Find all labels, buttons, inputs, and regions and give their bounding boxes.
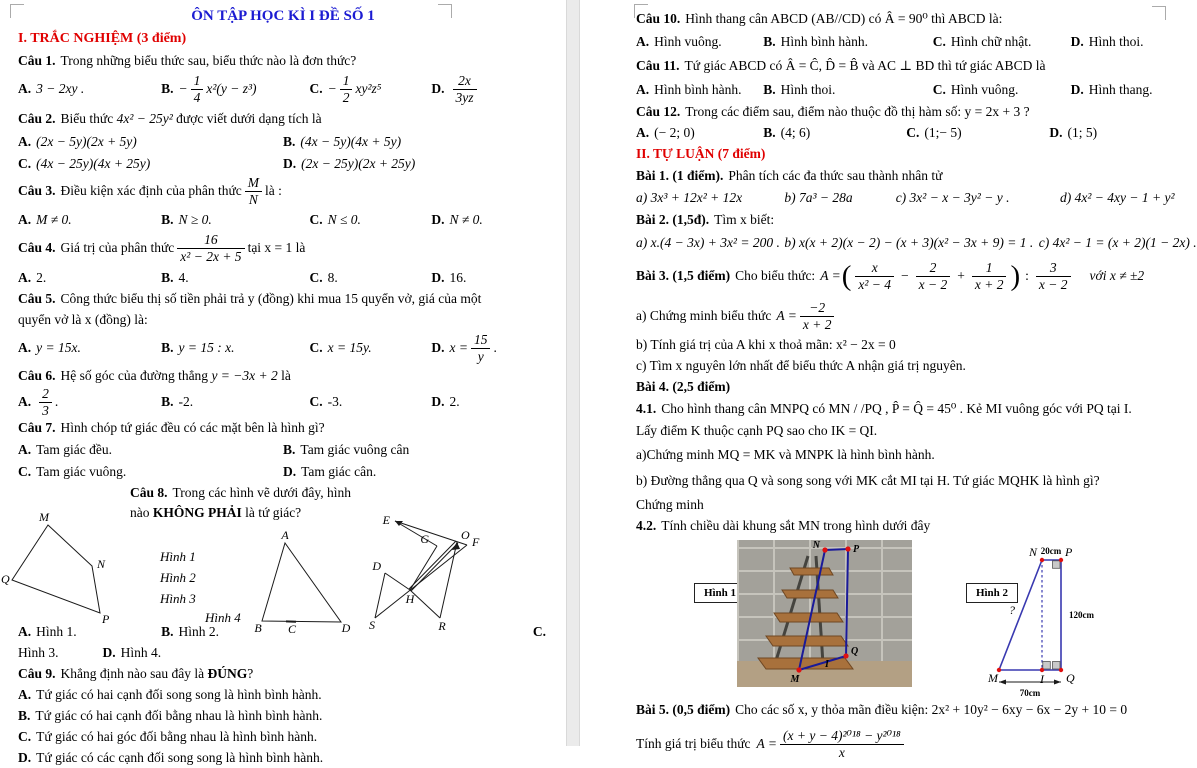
b1-item-b: b) 7a³ − 28a — [784, 187, 895, 208]
q8-figures-svg — [0, 513, 566, 635]
q12-stem: Câu 12. Trong các điểm sau, điểm nào thuộc đồ thị hàm số: y = 2x + 3 ? — [636, 101, 1166, 122]
q10-options — [636, 29, 1166, 54]
option-a: A. (2x − 5y)(2x + 5y) — [18, 131, 283, 152]
option-b — [161, 73, 309, 105]
fraction: $\frac{16}{\text{x² − 2x + 5}}$ — [177, 232, 244, 264]
vertex-label: C — [288, 622, 297, 636]
shelf-2 — [782, 590, 838, 598]
vertex-label: E — [382, 513, 391, 527]
dimension-label-20cm: 20cm — [1041, 546, 1062, 556]
figure-label-hinh4: Hình 4 — [205, 610, 241, 626]
b3-part-c: c) Tìm x nguyên lớn nhất để biểu thức A nhận giá trị nguyên. — [636, 355, 1166, 376]
vertex-label: S — [369, 618, 375, 632]
option-d: D. Tam giác cân. — [283, 461, 548, 482]
b3-condition: với x ≠ ±2 — [1090, 268, 1145, 284]
q4-options — [18, 266, 548, 288]
b1-item-d: d) 4x² − 4xy − 1 + y² — [1060, 187, 1166, 208]
b2-item-c: c) 4x² − 1 = (x + 2)(1 − 2x) . — [1039, 232, 1166, 253]
q7-options-row2 — [18, 460, 548, 482]
fraction: $\frac{2x}{3yz}$ — [453, 73, 477, 105]
q8-stem-line2: nào KHÔNG PHẢI là tứ giác? — [130, 503, 301, 523]
q3-stem: Câu 3. Điều kiện xác định của phân thức $\frac{M}{N}$ là : — [18, 174, 548, 208]
page-title: ÔN TẬP HỌC KÌ I ĐỀ SỐ 1 — [18, 5, 548, 28]
quadrilateral-mnpq — [12, 525, 100, 613]
vertex-dot-q — [843, 653, 848, 658]
option-a: A. (− 2; 0) — [636, 122, 763, 143]
option-b: B. Hình thoi. — [763, 79, 933, 100]
q2-label: Câu 2. — [18, 111, 56, 126]
option-a: A. y = 15x. — [18, 340, 161, 356]
figure-box-label-hinh1: Hình 1 — [694, 583, 746, 603]
q8-stem-line1: Câu 8. Trong các hình vẽ dưới đây, hình — [130, 482, 548, 503]
vertex-label: G — [420, 532, 429, 546]
right-angle-mark-q — [1053, 662, 1061, 670]
option-a: A. $\frac{2}{3}$ . — [18, 386, 161, 418]
b41-part-b-line1: b) Đường thẳng qua Q và song song với MK cắt MI tại H. Tứ giác MQHK là hình gì? — [636, 468, 1166, 494]
option-a: A. Hình 1. — [18, 621, 161, 642]
vertex-dot-q — [1059, 668, 1063, 672]
line-h-r — [410, 590, 440, 618]
ladder-shelf-photo — [737, 540, 912, 687]
q9-bold-text: ĐÚNG — [207, 666, 247, 681]
fraction: $\frac{-2}{x + 2}$ — [800, 300, 835, 332]
q9-option-b: B. Tứ giác có hai cạnh đối bằng nhau là hình bình hành. — [18, 705, 548, 726]
fraction: $\frac{2}{x - 2}$ — [916, 260, 951, 292]
dimension-label-120cm: 120cm — [1069, 610, 1094, 620]
b1-stem: Bài 1. (1 điểm). Phân tích các đa thức sau thành nhân tử — [636, 165, 1166, 186]
vertex-label: M — [987, 671, 999, 685]
q2-math: 4x² − 25y² — [117, 111, 173, 126]
option-a: A. Hình bình hành. — [636, 79, 763, 100]
minus-operator: − — [901, 268, 909, 284]
option-text: x²(y − z³) — [206, 81, 256, 97]
b41-part-b-line2: Chứng minh — [636, 494, 1166, 515]
option-c: C. x = 15y. — [309, 340, 431, 356]
page-2-content — [580, 0, 1186, 746]
minus-sign: − — [328, 81, 337, 97]
minus-sign: − — [178, 81, 187, 97]
option-a: A. 2. — [18, 267, 161, 288]
vertex-dot-p — [845, 546, 850, 551]
vertex-dot-m — [796, 667, 801, 672]
dimension-label-70cm: 70cm — [1020, 688, 1041, 698]
dim-arrow-right — [1054, 680, 1061, 685]
q5-options — [18, 331, 548, 365]
b4-heading: Bài 4. (2,5 điểm) — [636, 376, 1166, 397]
option-c: C. (4x − 25y)(4x + 25y) — [18, 153, 283, 174]
photo-vertex-label: P — [853, 544, 860, 555]
option-c: C. (1;− 5) — [906, 122, 1049, 143]
option-letter: B. — [161, 81, 173, 97]
option-a: A. Hình vuông. — [636, 31, 763, 52]
unknown-length-label: ? — [1009, 603, 1015, 617]
q4-stem: Câu 4. Giá trị của phân thức $\frac{16}{\text{x² − 2x + 5}}$ tại x = 1 là — [18, 230, 548, 266]
line-e-g — [395, 521, 437, 546]
q8-bold-text: KHÔNG PHẢI — [153, 505, 242, 520]
divide-operator: : — [1025, 268, 1029, 284]
figure-label-hinh1: Hình 1 — [160, 549, 196, 565]
q11-options — [636, 77, 1166, 101]
vertex-label: H — [405, 592, 416, 606]
b42-stem: 4.2. Tính chiều dài khung sắt MN trong hình dưới đây — [636, 515, 1166, 536]
option-c-text: Hình 3. — [18, 645, 59, 660]
trapezoid-diagram-hinh2 — [985, 542, 1100, 702]
option-c: C. Hình vuông. — [933, 79, 1071, 100]
vertex-label: D — [371, 559, 381, 573]
b3-stem: Bài 3. (1,5 điểm) Cho biểu thức: A = ( $\frac{x}{\text{x² − 4}}$ − $\frac{2}{x - 2}$ + $\frac{1}{x + 2}$ ) : $\frac{3}{x - 2}$ với x ≠ ±2 — [636, 254, 1166, 298]
option-b: B. (4; 6) — [763, 122, 906, 143]
section-2-heading: II. TỰ LUẬN (7 điểm) — [636, 143, 1166, 165]
vertex-label: M — [38, 510, 50, 524]
vertex-label: R — [437, 619, 446, 633]
figure-box-label-hinh2: Hình 2 — [966, 583, 1018, 603]
b1-item-c: c) 3x² − x − 3y² − y . — [896, 187, 1060, 208]
option-a: A. Tam giác đều. — [18, 439, 283, 460]
vertex-label: B — [254, 621, 262, 635]
vertex-dot-p — [1059, 558, 1063, 562]
vertex-dot-n — [1040, 558, 1044, 562]
vertex-dot-n — [822, 547, 827, 552]
page-divider — [566, 0, 580, 746]
option-b: B. N ≥ 0. — [161, 209, 309, 230]
fraction: $\frac{3}{x - 2}$ — [1036, 260, 1071, 292]
a-equals: A = — [757, 736, 778, 752]
vertex-label: N — [96, 557, 106, 571]
option-text: 3 − 2xy . — [36, 81, 84, 97]
photo-vertex-label: I — [824, 659, 830, 670]
q9-option-d: D. Tứ giác có các cạnh đối song song là hình bình hành. — [18, 747, 548, 768]
b3-part-b: b) Tính giá trị của A khi x thoả mãn: x² − 2x = 0 — [636, 334, 1166, 355]
option-letter: D. — [431, 81, 444, 97]
page-1-content — [0, 0, 566, 746]
line-d-h — [385, 573, 410, 590]
vertex-label: I — [1039, 672, 1045, 686]
q10-stem: Câu 10. Hình thang cân ABCD (AB//CD) có Â = 90⁰ thì ABCD là: — [636, 8, 1166, 29]
option-c: C. 8. — [309, 267, 431, 288]
q11-stem: Câu 11. Tứ giác ABCD có Â = Ĉ, D̂ = B̂ và AC ⊥ BD thì tứ giác ABCD là — [636, 54, 1166, 77]
option-b: B. (4x − 5y)(4x + 5y) — [283, 131, 548, 152]
b2-stem: Bài 2. (1,5đ). Tìm x biết: — [636, 209, 1166, 230]
option-d: D. x = $\frac{15}{y}$ . — [431, 332, 548, 364]
option-b: B. Hình bình hành. — [763, 31, 933, 52]
fraction: $\frac{15}{y}$ — [471, 332, 491, 364]
fraction: $\frac{M}{N}$ — [245, 175, 262, 207]
option-letter: A. — [18, 81, 31, 97]
b1-items — [636, 186, 1166, 209]
fraction: $\frac{2}{3}$ — [39, 386, 52, 418]
option-d: D. Hình thoi. — [1071, 31, 1166, 52]
option-c: C. Hình chữ nhật. — [933, 31, 1071, 52]
b3-part-a: a) Chứng minh biểu thức A = $\frac{-2}{x + 2}$ — [636, 298, 1166, 334]
vertex-label: P — [1064, 545, 1073, 559]
q7-stem: Câu 7. Hình chóp tứ giác đều có các mặt bên là hình gì? — [18, 417, 548, 438]
q2-text: Biểu thức — [61, 111, 114, 126]
option-letter: C. — [309, 81, 322, 97]
vertex-label: F — [471, 535, 480, 549]
q9-option-c: C. Tứ giác có hai góc đối bằng nhau là hình bình hành. — [18, 726, 548, 747]
q5-stem-line2: quyển vở là x (đồng) là: — [18, 309, 548, 331]
option-b: B. y = 15 : x. — [161, 340, 309, 356]
fraction: $\frac{1}{4}$ — [191, 73, 204, 105]
dim-arrow-left — [999, 680, 1006, 685]
option-c: C. -3. — [309, 394, 431, 410]
option-b: B. -2. — [161, 394, 309, 410]
b41-part-a: a)Chứng minh MQ = MK và MNPK là hình bình hành. — [636, 442, 1166, 468]
fraction: $\frac{\text{(x + y − 4)²⁰¹⁸ − y²⁰¹⁸}}{x}$ — [780, 728, 904, 760]
q1-label: Câu 1. — [18, 53, 56, 68]
right-angle-mark-p — [1053, 561, 1061, 569]
option-b: B. Hình 2. — [161, 621, 548, 642]
option-text: xy²z⁵ — [355, 81, 381, 97]
option-c: C. Tam giác vuông. — [18, 461, 283, 482]
option-a: A. M ≠ 0. — [18, 209, 161, 230]
b2-item-a: a) x.(4 − 3x) + 3x² = 200 . — [636, 232, 784, 253]
q8-options-row2: Hình 3. D. Hình 4. — [18, 642, 548, 663]
figure-label-hinh2: Hình 2 — [160, 570, 196, 586]
ladder-shelf-overlay — [737, 540, 912, 687]
photo-vertex-label: N — [812, 540, 821, 551]
b5-stem: Bài 5. (0,5 điểm) Cho các số x, y thỏa mãn điều kiện: 2x² + 10y² − 6xy − 6x − 2y + 10 = 0 — [636, 698, 1166, 721]
q1-text: Trong những biểu thức sau, biểu thức nào là đơn thức? — [61, 53, 357, 68]
q8-figures — [0, 503, 566, 621]
q7-options-row1 — [18, 438, 548, 460]
fraction: $\frac{1}{2}$ — [340, 73, 353, 105]
q1-options — [18, 71, 548, 107]
q9-option-a: A. Tứ giác có hai cạnh đối song song là hình bình hành. — [18, 684, 548, 705]
q3-options — [18, 208, 548, 230]
photo-vertex-label: Q — [851, 646, 858, 657]
vertex-label: Q — [1, 572, 10, 586]
b5-expression: Tính giá trị biểu thức A = $\frac{\text{(x + y − 4)²⁰¹⁸ − y²⁰¹⁸}}{x}$ — [636, 721, 1166, 767]
photo-vertex-label: M — [790, 674, 801, 685]
a-equals: A = — [820, 268, 841, 284]
option-a — [18, 81, 161, 97]
option-c: C. N ≤ 0. — [309, 209, 431, 230]
q9-stem: Câu 9. Khẳng định nào sau đây là ĐÚNG? — [18, 663, 548, 684]
q6-stem: Câu 6. Hệ số góc của đường thẳng y = −3x + 2 là — [18, 365, 548, 386]
option-d: D. Hình thang. — [1071, 79, 1166, 100]
option-d: D. 2. — [431, 394, 548, 410]
option-c — [309, 73, 431, 105]
option-b: B. Tam giác vuông cân — [283, 439, 548, 460]
b41-line2: Lấy điểm K thuộc cạnh PQ sao cho IK = QI. — [636, 420, 1166, 442]
q2-stem — [18, 107, 548, 130]
fraction: $\frac{1}{x + 2}$ — [972, 260, 1007, 292]
option-d: D. 16. — [431, 267, 548, 288]
vertex-label: Q — [1066, 671, 1075, 685]
plus-operator: + — [957, 268, 965, 284]
shelf-1 — [790, 568, 833, 575]
q2-options-row2 — [18, 152, 548, 174]
q1-stem — [18, 50, 548, 71]
b42-figures — [580, 536, 1186, 698]
q6-options — [18, 386, 548, 417]
option-d: D. (1; 5) — [1049, 122, 1166, 143]
a-equals: A = — [776, 308, 797, 324]
right-paren: ) — [1010, 262, 1020, 291]
page-1 — [0, 0, 566, 746]
b2-item-b: b) x(x + 2)(x − 2) − (x + 3)(x² − 3x + 9) = 1 . — [784, 232, 1038, 253]
q5-stem-line1: Câu 5. Công thức biểu thị số tiền phải trả y (đồng) khi mua 15 quyển vở, giá của một — [18, 288, 548, 309]
vertex-label: A — [280, 528, 289, 542]
triangle-abd — [262, 543, 341, 622]
q8-options-row1 — [18, 621, 548, 642]
q12-options — [636, 122, 1166, 143]
section-1-heading: I. TRẮC NGHIỆM (3 điểm) — [18, 28, 548, 50]
q2-text: được viết dưới dạng tích là — [176, 111, 322, 126]
vertex-label: D — [341, 621, 351, 635]
b2-items — [636, 230, 1166, 254]
option-c-letter: C. — [533, 621, 546, 642]
option-d: D. (2x − 25y)(2x + 25y) — [283, 153, 548, 174]
b1-item-a: a) 3x³ + 12x² + 12x — [636, 187, 784, 208]
option-d: Hình 4. — [121, 645, 162, 660]
line-o-h-1 — [409, 541, 456, 589]
fraction: $\frac{x}{\text{x² − 4}}$ — [855, 260, 894, 292]
left-paren: ( — [842, 262, 852, 291]
shelf-3 — [774, 613, 843, 622]
option-d — [431, 73, 548, 105]
page-2 — [580, 0, 1186, 746]
option-d: D. N ≠ 0. — [431, 209, 548, 230]
vertex-label: P — [101, 612, 110, 626]
b41-line1: 4.1. Cho hình thang cân MNPQ có MN / /PQ , P̂ = Q̂ = 45⁰ . Kẻ MI vuông góc với PQ tại I. — [636, 397, 1166, 420]
q2-options-row1 — [18, 130, 548, 152]
figure-label-hinh3: Hình 3 — [160, 591, 196, 607]
option-b: B. 4. — [161, 267, 309, 288]
vertex-label: O — [461, 528, 470, 542]
vertex-label: N — [1028, 545, 1038, 559]
right-angle-mark-i — [1043, 662, 1051, 670]
